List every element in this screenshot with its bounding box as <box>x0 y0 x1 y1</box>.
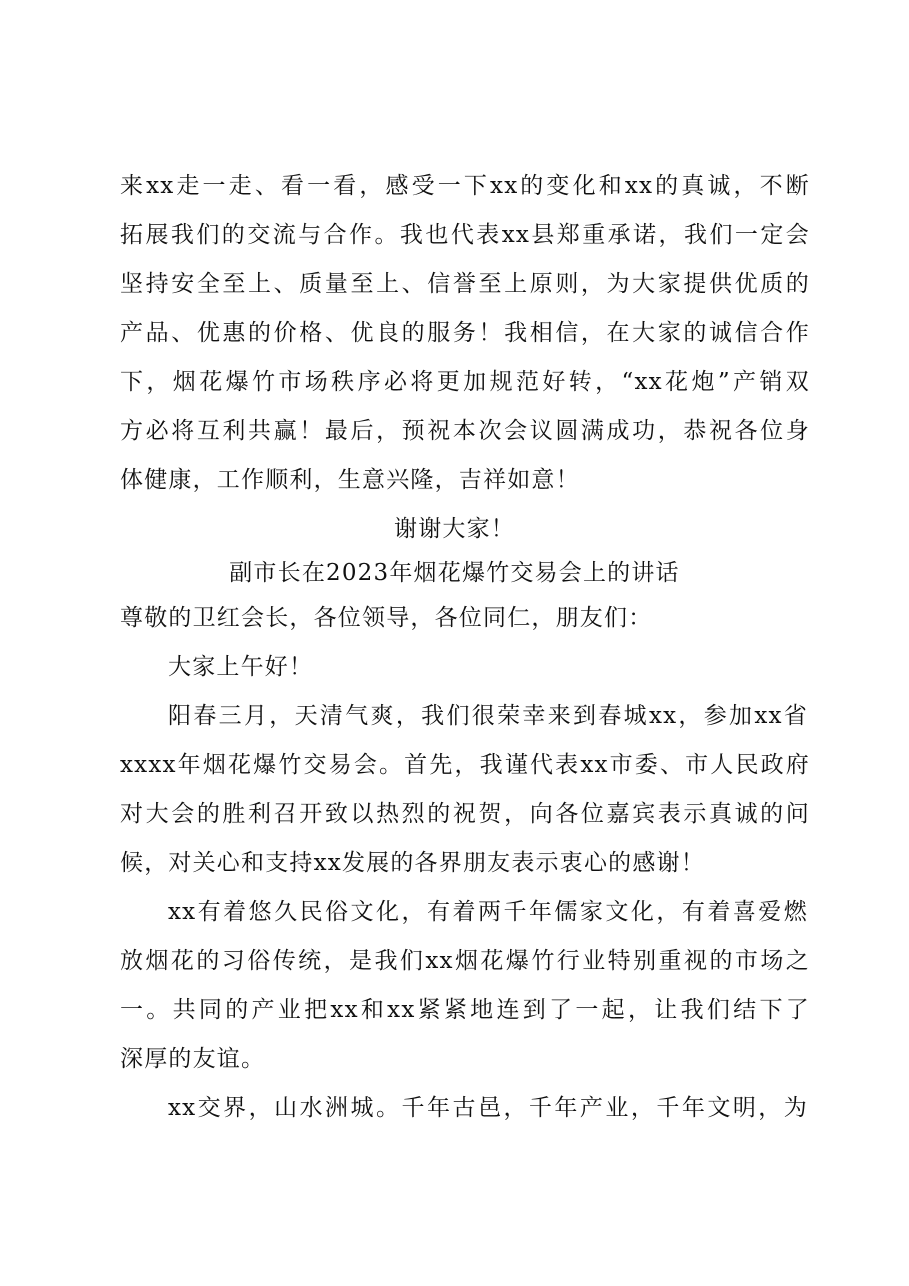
paragraph-line: 放烟花的习俗传统，是我们xx烟花爆竹行业特别重视的市场之 <box>120 948 810 974</box>
paragraph-line: 下，烟花爆竹市场秩序必将更加规范好转，“xx花炮”产销双 <box>120 369 810 395</box>
closing-text: 谢谢大家！ <box>394 516 515 542</box>
paragraph-line: 产品、优惠的价格、优良的服务！我相信，在大家的诚信合作 <box>120 320 810 346</box>
speech-title: 副市长在2023年烟花爆竹交易会上的讲话 <box>229 560 680 586</box>
paragraph-line: 体健康，工作顺利，生意兴隆，吉祥如意！ <box>120 467 580 493</box>
salutation: 尊敬的卫红会长，各位领导，各位同仁，朋友们： <box>120 605 653 631</box>
paragraph-line: 对大会的胜利召开致以热烈的祝贺，向各位嘉宾表示真诚的问 <box>120 801 810 827</box>
paragraph-line: 阳春三月，天清气爽，我们很荣幸来到春城xx，参加xx省 <box>168 703 808 729</box>
greeting: 大家上午好！ <box>168 654 314 680</box>
paragraph-line: xxxx年烟花爆竹交易会。首先，我谨代表xx市委、市人民政府 <box>120 752 810 778</box>
paragraph-line: 来xx走一走、看一看，感受一下xx的变化和xx的真诚，不断 <box>120 173 810 199</box>
paragraph-line: 候，对关心和支持xx发展的各界朋友表示衷心的感谢！ <box>120 850 705 876</box>
paragraph-line: xx交界，山水洲城。千年古邑，千年产业，千年文明，为 <box>168 1095 808 1121</box>
paragraph-line: 方必将互利共赢！最后，预祝本次会议圆满成功，恭祝各位身 <box>120 418 810 444</box>
paragraph-line: 一。共同的产业把xx和xx紧紧地连到了一起，让我们结下了 <box>120 997 810 1023</box>
paragraph-line: 拓展我们的交流与合作。我也代表xx县郑重承诺，我们一定会 <box>120 222 810 248</box>
paragraph-line: 深厚的友谊。 <box>120 1046 266 1072</box>
paragraph-line: 坚持安全至上、质量至上、信誉至上原则，为大家提供优质的 <box>120 271 810 297</box>
paragraph-line: xx有着悠久民俗文化，有着两千年儒家文化，有着喜爱燃 <box>168 899 808 925</box>
